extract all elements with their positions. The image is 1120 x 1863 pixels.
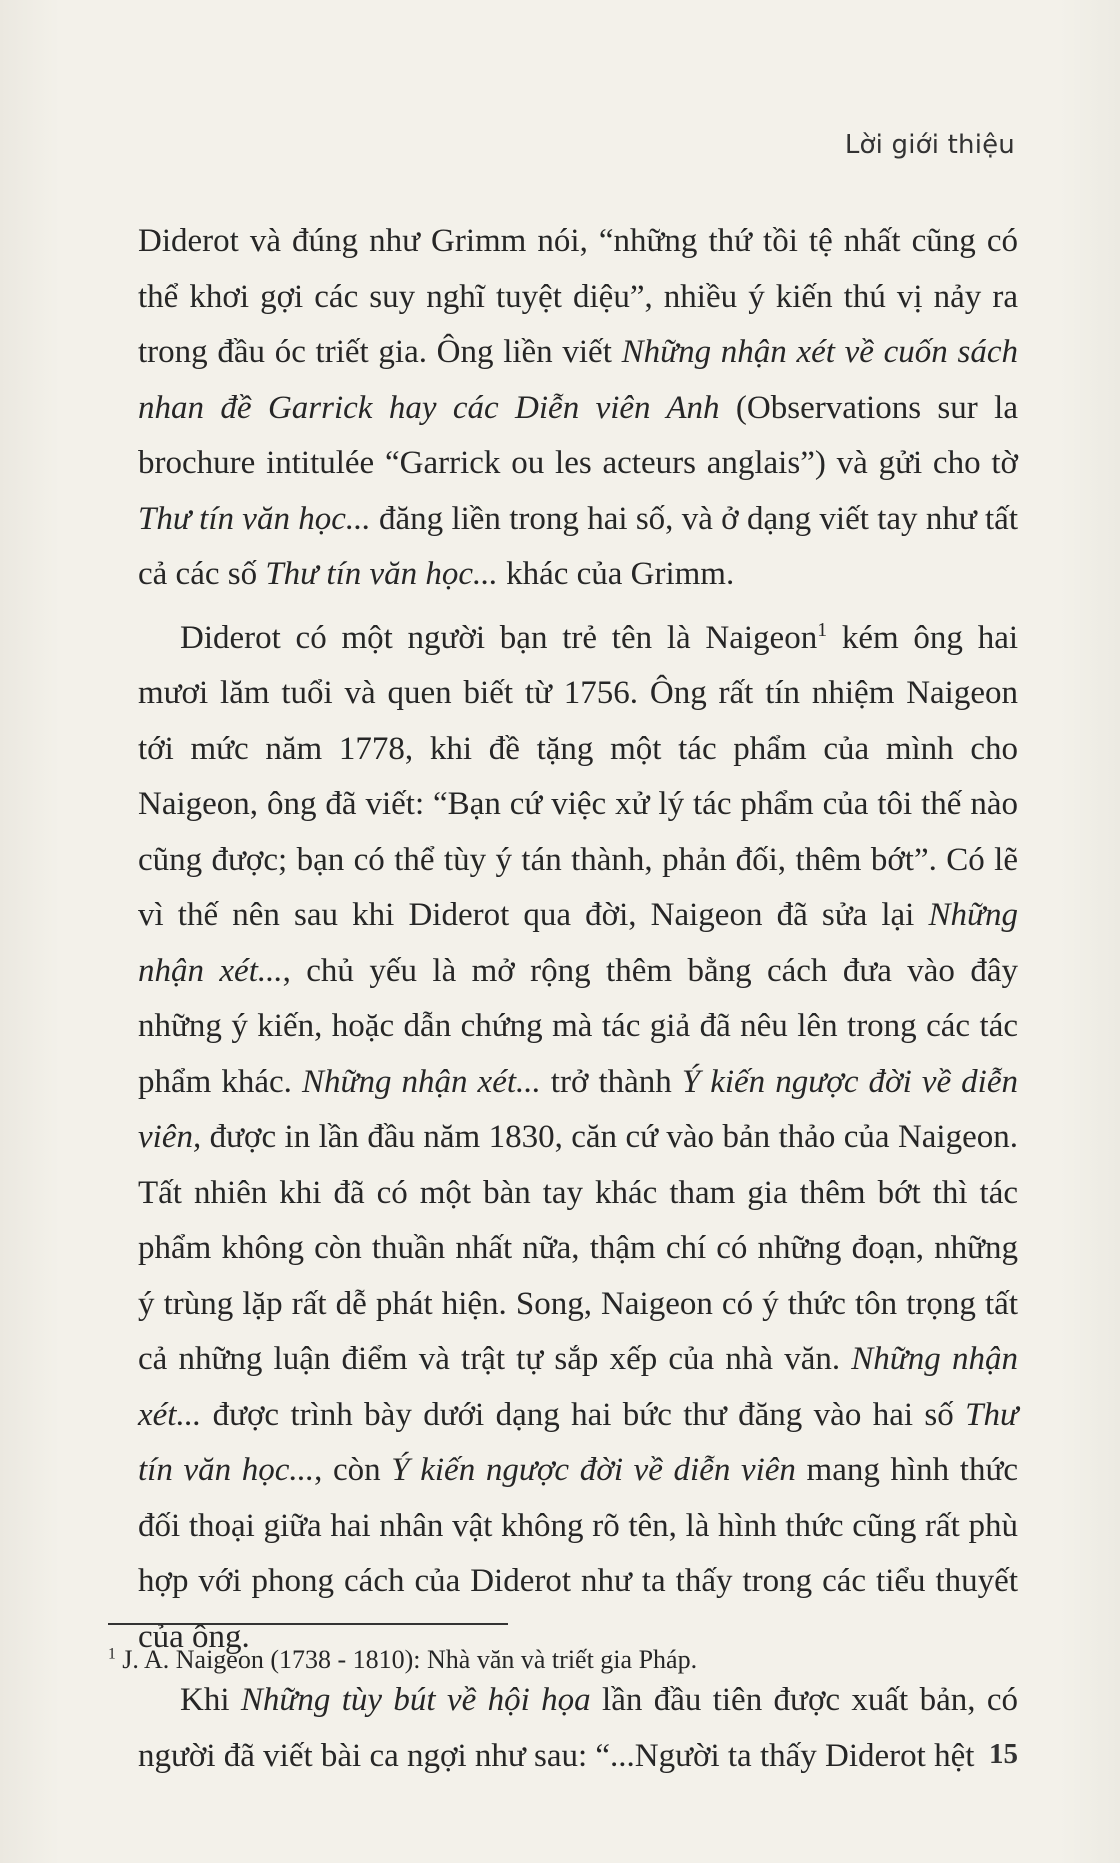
running-head: Lời giới thiệu	[844, 130, 1015, 160]
text-run: (Observations sur la brochure intitulée “Garrick ou les acteurs anglais”) và gửi cho tờ	[138, 389, 1018, 481]
italic-title: Những tùy bút về hội họa	[240, 1682, 591, 1718]
italic-title: Thư tín văn học...	[138, 1396, 1018, 1488]
paragraph-2	[138, 611, 1018, 1666]
text-run: được trình bày dưới dạng hai bức thư đăng vào hai số	[201, 1396, 966, 1433]
page-number: 15	[989, 1738, 1018, 1770]
text-run: khác của Grimm.	[497, 556, 735, 592]
italic-title: Những nhận xét...	[138, 1341, 1018, 1433]
footnote-reference: 1	[817, 618, 828, 641]
text-run: trở thành	[540, 1063, 682, 1100]
italic-title: Thư tín văn học...	[265, 556, 498, 592]
italic-title: Ý kiến ngược đời về diễn viên,	[138, 1063, 1018, 1155]
italic-title: Ý kiến ngược đời về diễn viên	[391, 1452, 796, 1488]
footnote	[108, 1645, 1008, 1675]
text-run: lần đầu tiên được xuất bản, có người đã viết bài ca ngợi như sau: “...Người ta thấy Diderot hệt	[138, 1682, 1018, 1774]
italic-title: Những nhận xét...	[138, 897, 1018, 989]
text-run: kém ông hai mươi lăm tuổi và quen biết từ 1756. Ông rất tín nhiệm Naigeon tới mức năm 1778, khi đề tặng một tác phẩm của mình cho Naigeon, ông đã viết: “Bạn cứ việc xử lý tác phẩm của tôi thế nào cũng được; bạn có thể tùy ý tán thành, phản đối, thêm bớt”. Có lẽ vì thế nên sau khi Diderot qua đời, Naigeon đã sửa lại	[138, 619, 1019, 933]
footnote-text: J. A. Naigeon (1738 - 1810): Nhà văn và triết gia Pháp.	[115, 1645, 698, 1674]
text-run: mang hình thức đối thoại giữa hai nhân vật không rõ tên, là hình thức cũng rất phù hợp với phong cách của Diderot như ta thấy trong các tiểu thuyết của ông.	[138, 1452, 1018, 1655]
text-run: , chủ yếu là mở rộng thêm bằng cách đưa vào đây những ý kiến, hoặc dẫn chứng mà tác giả đã nêu lên trong các tác phẩm khác.	[138, 952, 1018, 1100]
paragraph-3	[138, 1673, 1018, 1784]
italic-title: Những nhận xét về cuốn sách nhan đề Garrick hay các Diễn viên Anh	[138, 334, 1018, 426]
text-run: Khi	[180, 1682, 241, 1718]
text-run: Diderot có một người bạn trẻ tên là Naigeon	[180, 619, 818, 656]
footnote-marker: 1	[108, 1645, 116, 1663]
text-run: , còn	[314, 1452, 392, 1488]
italic-title: Thư tín văn học...	[138, 500, 371, 537]
body-text	[138, 214, 1018, 1792]
italic-title: Những nhận xét...	[301, 1063, 541, 1100]
text-run: Diderot và đúng như Grimm nói, “những thứ tồi tệ nhất cũng có thể khơi gợi các suy nghĩ tuyệt diệu”, nhiều ý kiến thú vị nảy ra trong đầu óc triết gia. Ông liền viết	[138, 223, 1018, 370]
text-run: được in lần đầu năm 1830, căn cứ vào bản thảo của Naigeon. Tất nhiên khi đã có một bàn tay khác tham gia thêm bớt thì tác phẩm không còn thuần nhất nữa, thậm chí có những đoạn, những ý trùng lặp rất dễ phát hiện. Song, Naigeon có ý thức tôn trọng tất cả những luận điểm và trật tự sắp xếp của nhà văn.	[138, 1119, 1018, 1377]
text-run: đăng liền trong hai số, và ở dạng viết tay như tất cả các số	[138, 500, 1018, 592]
paragraph-1	[138, 214, 1018, 603]
footnote-divider	[108, 1623, 508, 1625]
